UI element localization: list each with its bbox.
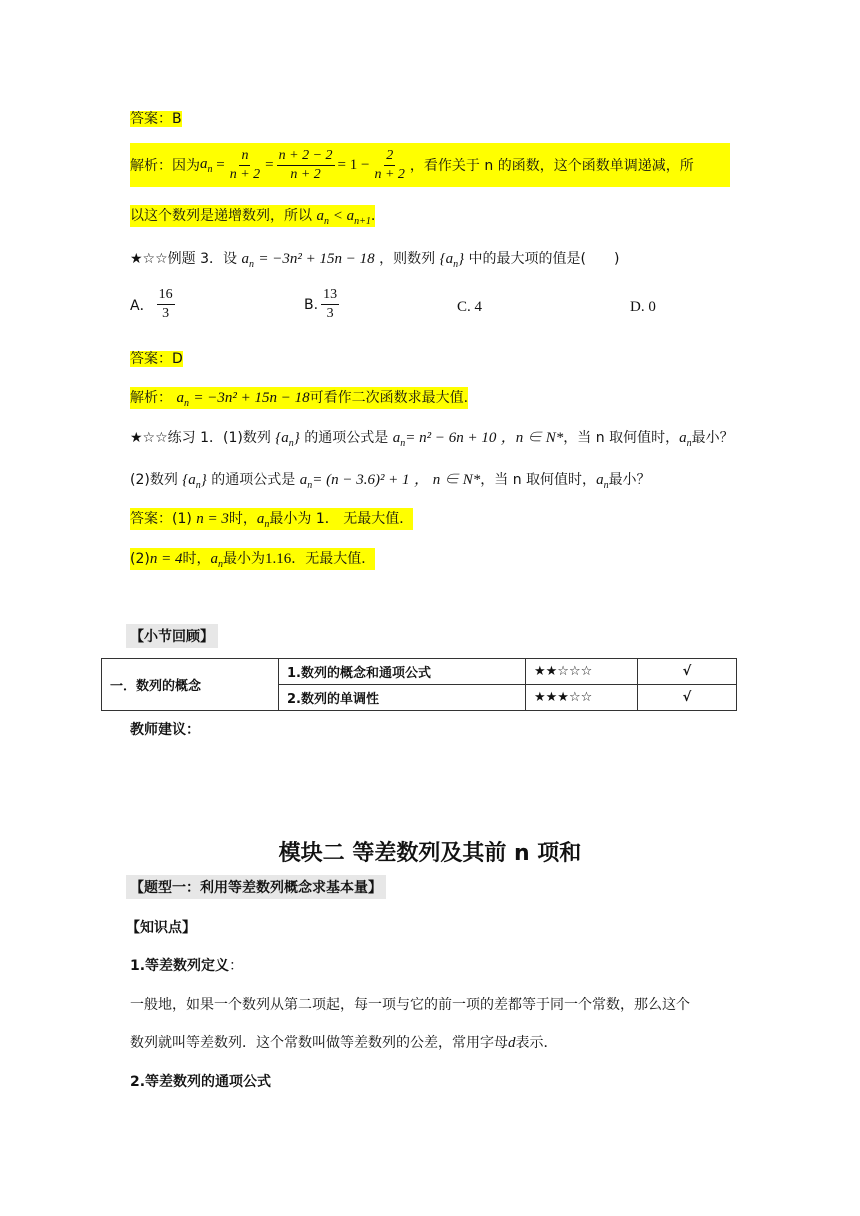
answer-b [130, 108, 182, 128]
review-title: 【小节回顾】 [126, 624, 218, 648]
module-title: 模块二 等差数列及其前 n 项和 [278, 841, 582, 866]
one-minus: = 1 − [337, 156, 370, 173]
review-stars: ★★★☆☆ [526, 685, 638, 711]
practice-2: (2)数列 $\{a_n\}$ 的通项公式是 $a_n= (n - 3.6)^2 + 1$ ， n ∈ N*，当 n 取何值时，$a_n$最小？ [130, 472, 651, 491]
review-topic: 2.数列的单调性 [279, 685, 526, 711]
answer-b-text: 答案：B [130, 111, 182, 127]
practice-1-formula: = n² − 6n + 10 [405, 430, 497, 446]
answer-d-text: 答案：D [130, 351, 183, 367]
formula-title: 2.等差数列的通项公式 [130, 1074, 272, 1090]
example-3-suffix: 中的最大项的值是( ) [468, 251, 620, 267]
review-table [101, 658, 737, 711]
a-n-symbol: $a_n$ [200, 155, 213, 175]
analysis-1-line-1: 解析：因为 $a_n$ = $\frac{n}{n + 2}$ = $\frac{n + 2 - 2}{n + 2}$ = 1 − $\frac{2}{n + 2}$ ，看作关于 n 的函数，这个函数单调递减，所 [130, 143, 730, 187]
analysis-1-line-2: 以这个数列是递增数列，所以 $a_n < a_{n+1}$. [130, 205, 375, 227]
teacher-advice: 教师建议： [130, 722, 200, 738]
practice-2-formula: = (n − 3.6)² + 1 [312, 472, 410, 488]
fraction-2: $\frac{n + 2 - 2}{n + 2}$ [278, 147, 333, 182]
analysis-2: 解析： $a_n = -3n^2 + 15n - 18$可看作二次函数求最大值. [130, 387, 468, 409]
option-a: A． $\frac{16}{3}$ [130, 287, 173, 321]
inequality: $a_n < a_{n+1}$ [316, 208, 371, 227]
option-d: D. 0 [630, 299, 656, 315]
knowledge-title: 【知识点】 [126, 920, 196, 936]
table-row [102, 659, 737, 685]
fraction-3: $\frac{2}{n + 2}$ [374, 147, 405, 182]
definition-body-2: 数列就叫等差数列．这个常数叫做等差数列的公差，常用字母d表示． [130, 1035, 558, 1051]
practice-1: ★☆☆练习 1．(1)数列 $\{a_n\}$ 的通项公式是 $a_n= n^2 - 6n + 10$ ，n ∈ N*，当 n 取何值时，$a_n$最小？ [130, 430, 734, 449]
question-type: 【题型一：利用等差数列概念求基本量】 [126, 875, 386, 899]
analysis-1-prefix: 解析：因为 [130, 158, 200, 174]
option-b: B. $\frac{13}{3}$ [304, 287, 338, 321]
answer-practice-2: (2)n = 4时，$a_n$最小为1.16．无最大值． [130, 548, 375, 570]
review-check: √ [638, 685, 737, 711]
answer-practice-1: 答案：(1) n = 3时，$a_n$最小为 1． 无最大值． [130, 508, 413, 530]
analysis-1-suffix: ，看作关于 n 的函数，这个函数单调递减，所 [409, 158, 694, 174]
review-stars: ★★☆☆☆ [526, 659, 638, 685]
example-3-formula: = −3n² + 15n − 18 [258, 251, 375, 267]
analysis-2-formula: = −3n² + 15n − 18 [193, 390, 310, 406]
example-3 [130, 248, 619, 270]
option-c: C. 4 [457, 299, 483, 315]
review-check: √ [638, 659, 737, 685]
fraction-1: $\frac{n}{n + 2}$ [229, 147, 261, 182]
definition-title: 1.等差数列定义： [130, 958, 244, 974]
example-3-prefix: ★☆☆例题 3．设 [130, 251, 238, 267]
answer-d [130, 348, 183, 368]
a-n-symbol: $a_n$ [241, 251, 254, 270]
example-3-middle: ，则数列 [379, 251, 436, 267]
sequence-symbol: $\{a_n\}$ [439, 251, 465, 270]
analysis-1-line2-prefix: 以这个数列是递增数列，所以 [130, 208, 312, 224]
definition-body-1: 一般地，如果一个数列从第二项起，每一项与它的前一项的差都等于同一个常数，那么这个 [130, 997, 690, 1013]
review-topic: 1.数列的概念和通项公式 [279, 659, 526, 685]
review-section: 一．数列的概念 [102, 659, 279, 711]
